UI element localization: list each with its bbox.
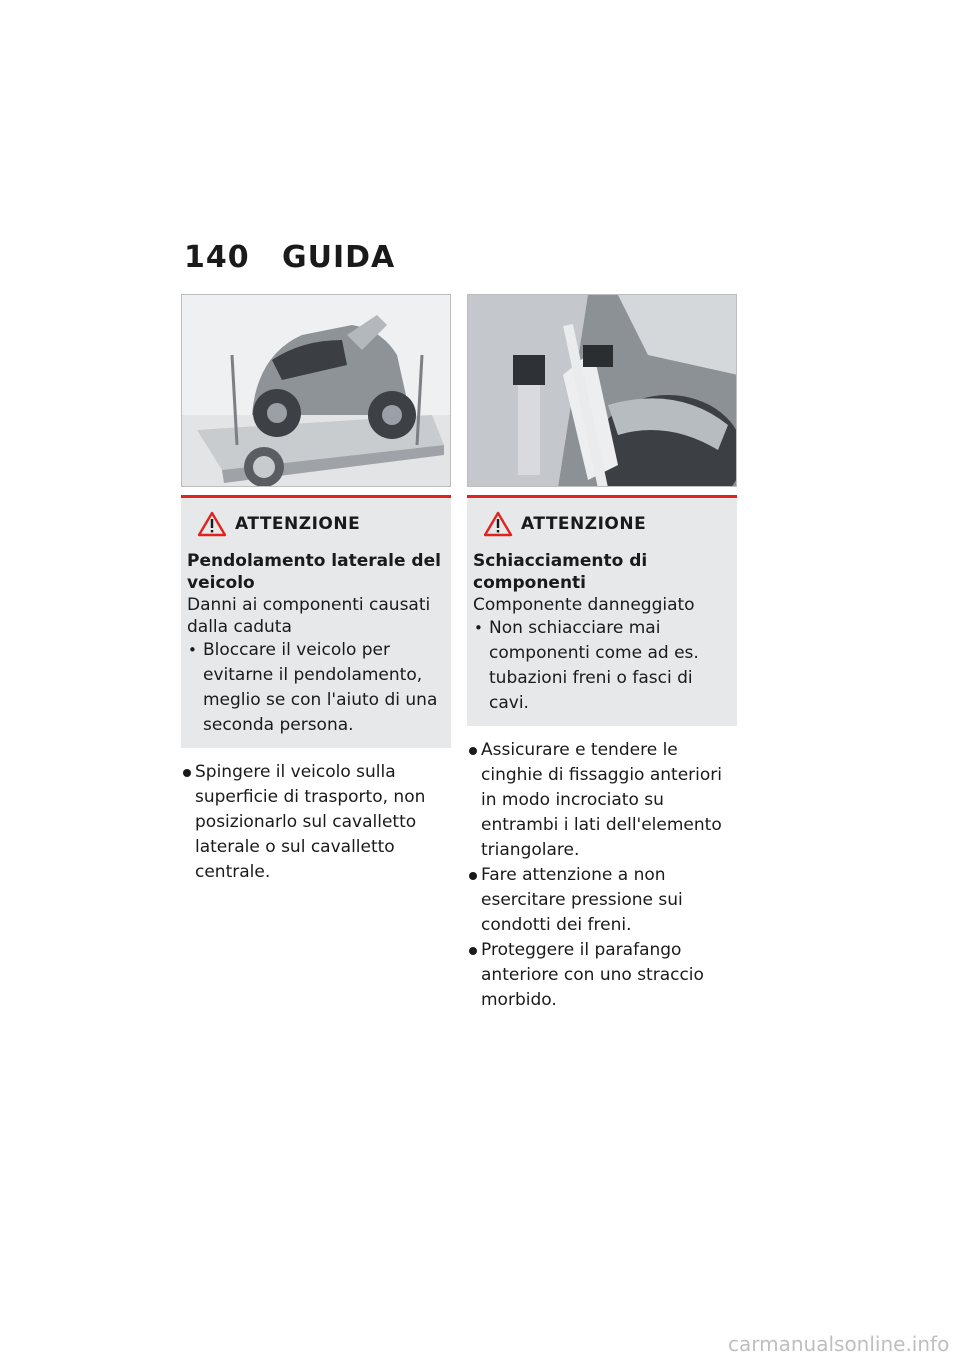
warning-list xyxy=(187,638,441,738)
warning-subtitle: Pendolamento laterale del veicolo xyxy=(187,551,441,593)
right-column xyxy=(467,294,737,1013)
step-item: Spingere il veicolo sulla superficie di trasporto, non posizionarlo sul cavalletto laterale o sul cavalletto centrale. xyxy=(181,760,451,885)
step-item: Proteggere il parafango anteriore con uno straccio morbido. xyxy=(467,938,737,1013)
warning-list-item: • Bloccare il veicolo per evitarne il pendolamento, meglio se con l'aiuto di una seconda persona. xyxy=(187,638,441,738)
front-fork-straps-image xyxy=(467,294,737,487)
warning-title: ATTENZIONE xyxy=(235,514,361,534)
step-item: Assicurare e tendere le cinghie di fissaggio anteriori in modo incrociato su entrambi i lati dell'elemento triangolare. xyxy=(467,738,737,863)
warning-list-item: • Non schiacciare mai componenti come ad es. tubazioni freni o fasci di cavi. xyxy=(473,616,727,716)
warning-description: Danni ai componenti causati dalla caduta xyxy=(187,595,431,637)
warning-box xyxy=(181,495,451,748)
warning-triangle-icon xyxy=(197,511,227,537)
warning-header xyxy=(197,510,441,538)
step-list xyxy=(467,738,737,1013)
warning-subtitle: Schiacciamento di componenti xyxy=(473,551,648,593)
left-column xyxy=(181,294,451,885)
warning-description: Componente danneggiato xyxy=(473,595,695,615)
warning-triangle-icon xyxy=(483,511,513,537)
scooter-on-trailer-image xyxy=(181,294,451,487)
step-list xyxy=(181,760,451,885)
warning-title: ATTENZIONE xyxy=(521,514,647,534)
warning-list xyxy=(473,616,727,716)
watermark: carmanualsonline.info xyxy=(728,1332,950,1356)
warning-box xyxy=(467,495,737,726)
warning-header xyxy=(483,510,727,538)
section-title: GUIDA xyxy=(282,240,396,275)
step-item: Fare attenzione a non esercitare pressione sui condotti dei freni. xyxy=(467,863,737,938)
page-number: 140 xyxy=(184,240,250,275)
